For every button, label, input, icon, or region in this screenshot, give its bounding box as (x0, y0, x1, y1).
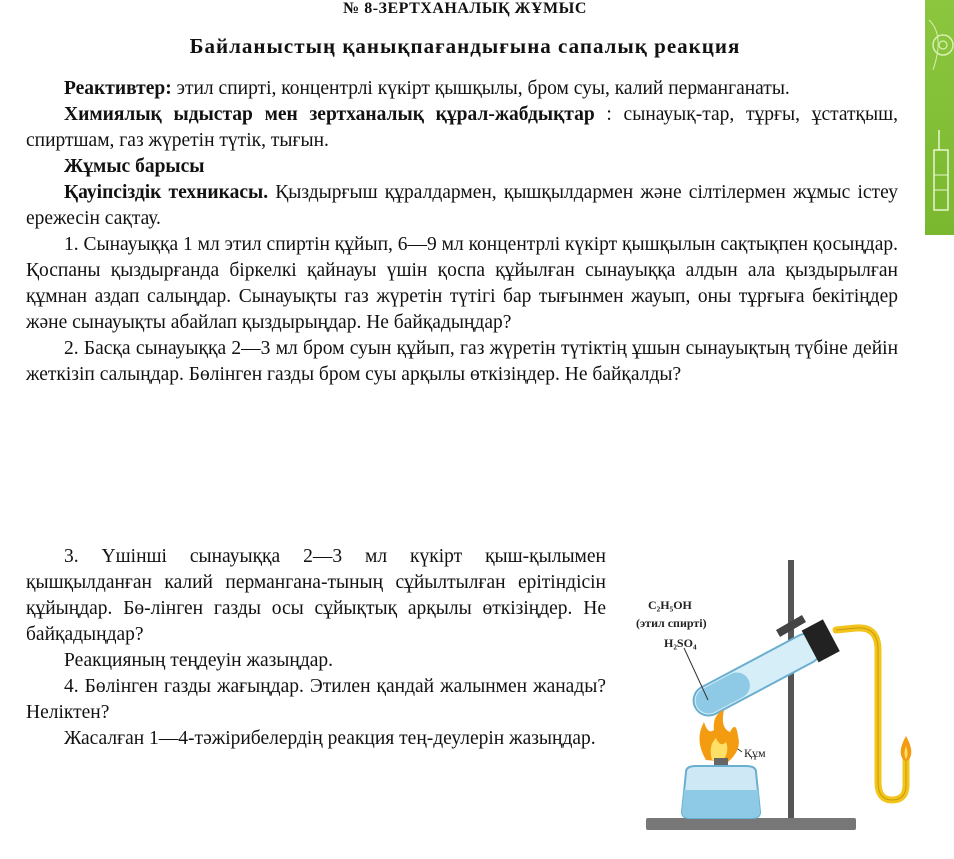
step-3-equation: Реакцияның теңдеуін жазыңдар. (64, 650, 334, 671)
procedure-heading: Жұмыс барысы (64, 156, 205, 177)
step-4: 4. Бөлінген газды жағыңдар. Этилен қандай жалынмен жанады? Неліктен? (26, 676, 606, 723)
test-tube (687, 619, 840, 723)
gas-tube (836, 628, 906, 800)
main-text (26, 76, 898, 388)
lab-apparatus-figure (616, 560, 916, 850)
page-title: Байланыстың қанықпағандығына сапалық реакция (189, 34, 741, 58)
equipment-label: Химиялық ыдыстар мен зертханалық құрал-жабдықтар (64, 104, 595, 125)
safety-paragraph (26, 180, 898, 232)
step-3: 3. Үшінші сынауыққа 2—3 мл күкірт қыш-қылымен қышқылданған калий пермангана-тының сұйылтылған ерітіндісін құйыңдар. Бө-лінген газды осы сұйықтық арқылы өткізіңдер. Не байқадыңдар? (26, 546, 606, 645)
reagents-paragraph (26, 76, 898, 102)
formula-ethanol-name: (этил спирті) (636, 616, 707, 630)
stand-rod (788, 560, 794, 822)
work-number: № 8-ЗЕРТХАНАЛЫҚ ЖҰМЫС (343, 0, 587, 17)
safety-label: Қауіпсіздік техникасы. (64, 182, 269, 203)
equipment-text: : сынауық-тар, тұрғы, ұстатқыш, спиртшам, газ жүретін түтік, тығын. (26, 104, 898, 151)
reagents-text: этил спирті, концентрлі күкірт қышқылы, бром суы, калий перманганаты. (171, 78, 790, 99)
reagents-label: Реактивтер: (64, 78, 172, 99)
equipment-paragraph (26, 102, 898, 154)
step-5: Жасалған 1—4-тәжірибелердің реакция тең-деулерін жазыңдар. (64, 728, 596, 749)
formula-ethanol: C₂H₅OH (648, 598, 692, 612)
stand-base (646, 818, 856, 830)
sand-label: Құм (744, 746, 766, 760)
narrow-text-block (26, 544, 606, 752)
step-1: 1. Сынауыққа 1 мл этил спиртін құйып, 6—9 мл концентрлі күкірт қышқылын сақтықпен қосыңдар. Қоспаны қыздырғанда біркелкі қайнауы үшін қоспа құйылған сынауыққа алдын ала қыздырылған құмнан аздап салыңдар. Сынауықты газ жүретін түтігі бар тығынмен жауып, оны тұрғыға бекітіңдер және сынауықты абайлап қыздырыңдар. Не байқадыңдар? (26, 234, 898, 333)
step-2: 2. Басқа сынауыққа 2—3 мл бром суын құйып, газ жүретін түтіктің ұшын сынауықтың түбіне дейін жеткізіп салыңдар. Бөлінген газды бром суы арқылы өткізіңдер. Не байқалды? (26, 338, 898, 385)
formula-sulfuric-acid: H₂SO₄ (664, 636, 697, 650)
safety-text: Қыздырғыш құралдармен, қышқылдармен және сілтілермен жұмыс істеу ережесін сақтау. (26, 182, 899, 229)
